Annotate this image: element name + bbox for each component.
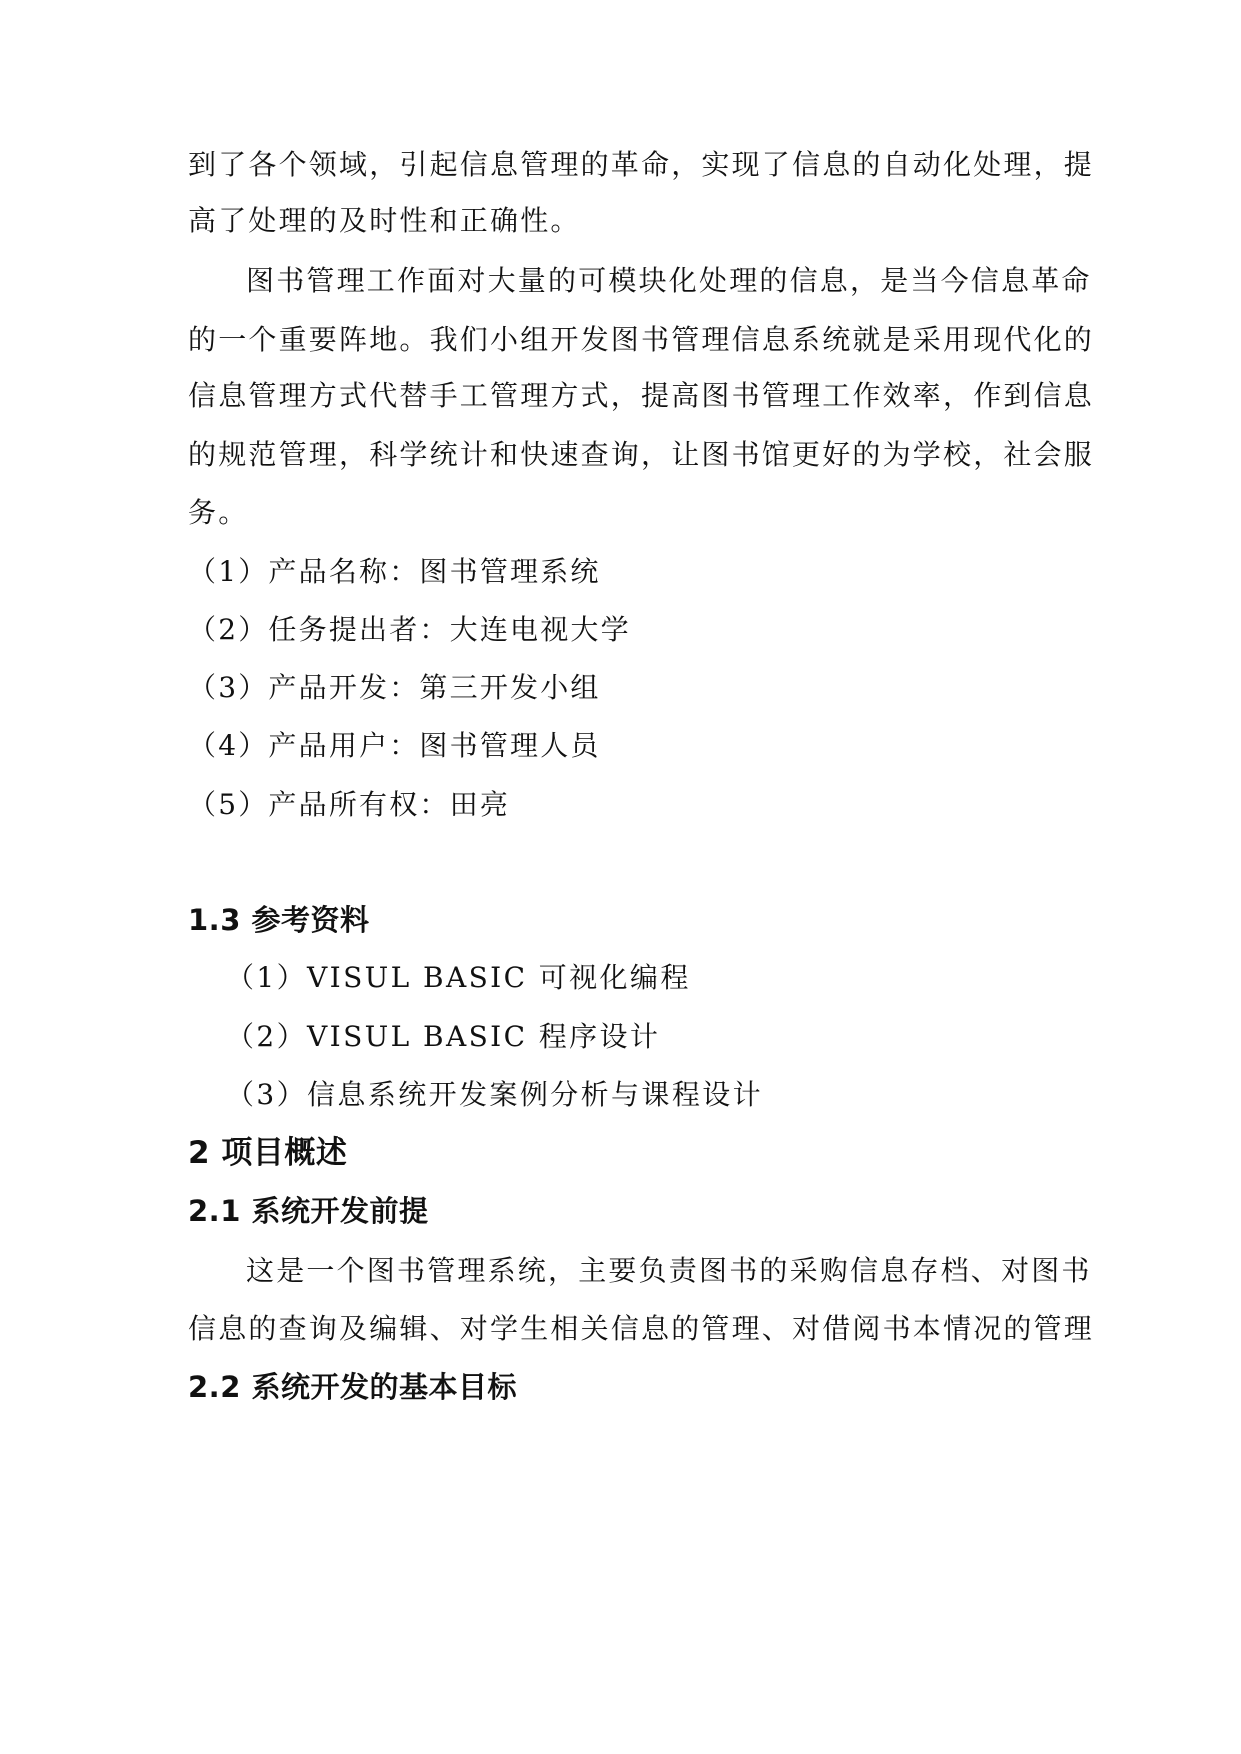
product-info-item: （3）产品开发：第三开发小组 <box>188 671 601 704</box>
section-heading-2: 2 项目概述 <box>188 1135 348 1171</box>
paragraph-line: 到了各个领域，引起信息管理的革命，实现了信息的自动化处理，提 <box>188 148 1095 181</box>
product-info-item: （5）产品所有权：田亮 <box>188 788 511 821</box>
paragraph-line: 务。 <box>188 496 249 529</box>
product-info-item: （2）任务提出者：大连电视大学 <box>188 613 631 646</box>
paragraph-line: 的规范管理，科学统计和快速查询，让图书馆更好的为学校，社会服 <box>188 438 1095 471</box>
section-heading-1-3: 1.3 参考资料 <box>188 903 370 937</box>
reference-item: （1）VISUL BASIC 可视化编程 <box>226 961 691 994</box>
paragraph-line: 这是一个图书管理系统，主要负责图书的采购信息存档、对图书 <box>246 1254 1092 1287</box>
paragraph-line: 信息管理方式代替手工管理方式，提高图书管理工作效率，作到信息 <box>188 379 1095 412</box>
reference-item: （2）VISUL BASIC 程序设计 <box>226 1020 661 1053</box>
paragraph-line: 高了处理的及时性和正确性。 <box>188 204 581 237</box>
section-heading-2-1: 2.1 系统开发前提 <box>188 1194 429 1228</box>
section-heading-2-2: 2.2 系统开发的基本目标 <box>188 1370 517 1404</box>
paragraph-line: 图书管理工作面对大量的可模块化处理的信息，是当今信息革命 <box>246 264 1092 297</box>
reference-item: （3）信息系统开发案例分析与课程设计 <box>226 1078 764 1111</box>
paragraph-line: 信息的查询及编辑、对学生相关信息的管理、对借阅书本情况的管理 <box>188 1312 1095 1345</box>
product-info-item: （4）产品用户：图书管理人员 <box>188 729 601 762</box>
product-info-item: （1）产品名称：图书管理系统 <box>188 555 601 588</box>
paragraph-line: 的一个重要阵地。我们小组开发图书管理信息系统就是采用现代化的 <box>188 323 1095 356</box>
